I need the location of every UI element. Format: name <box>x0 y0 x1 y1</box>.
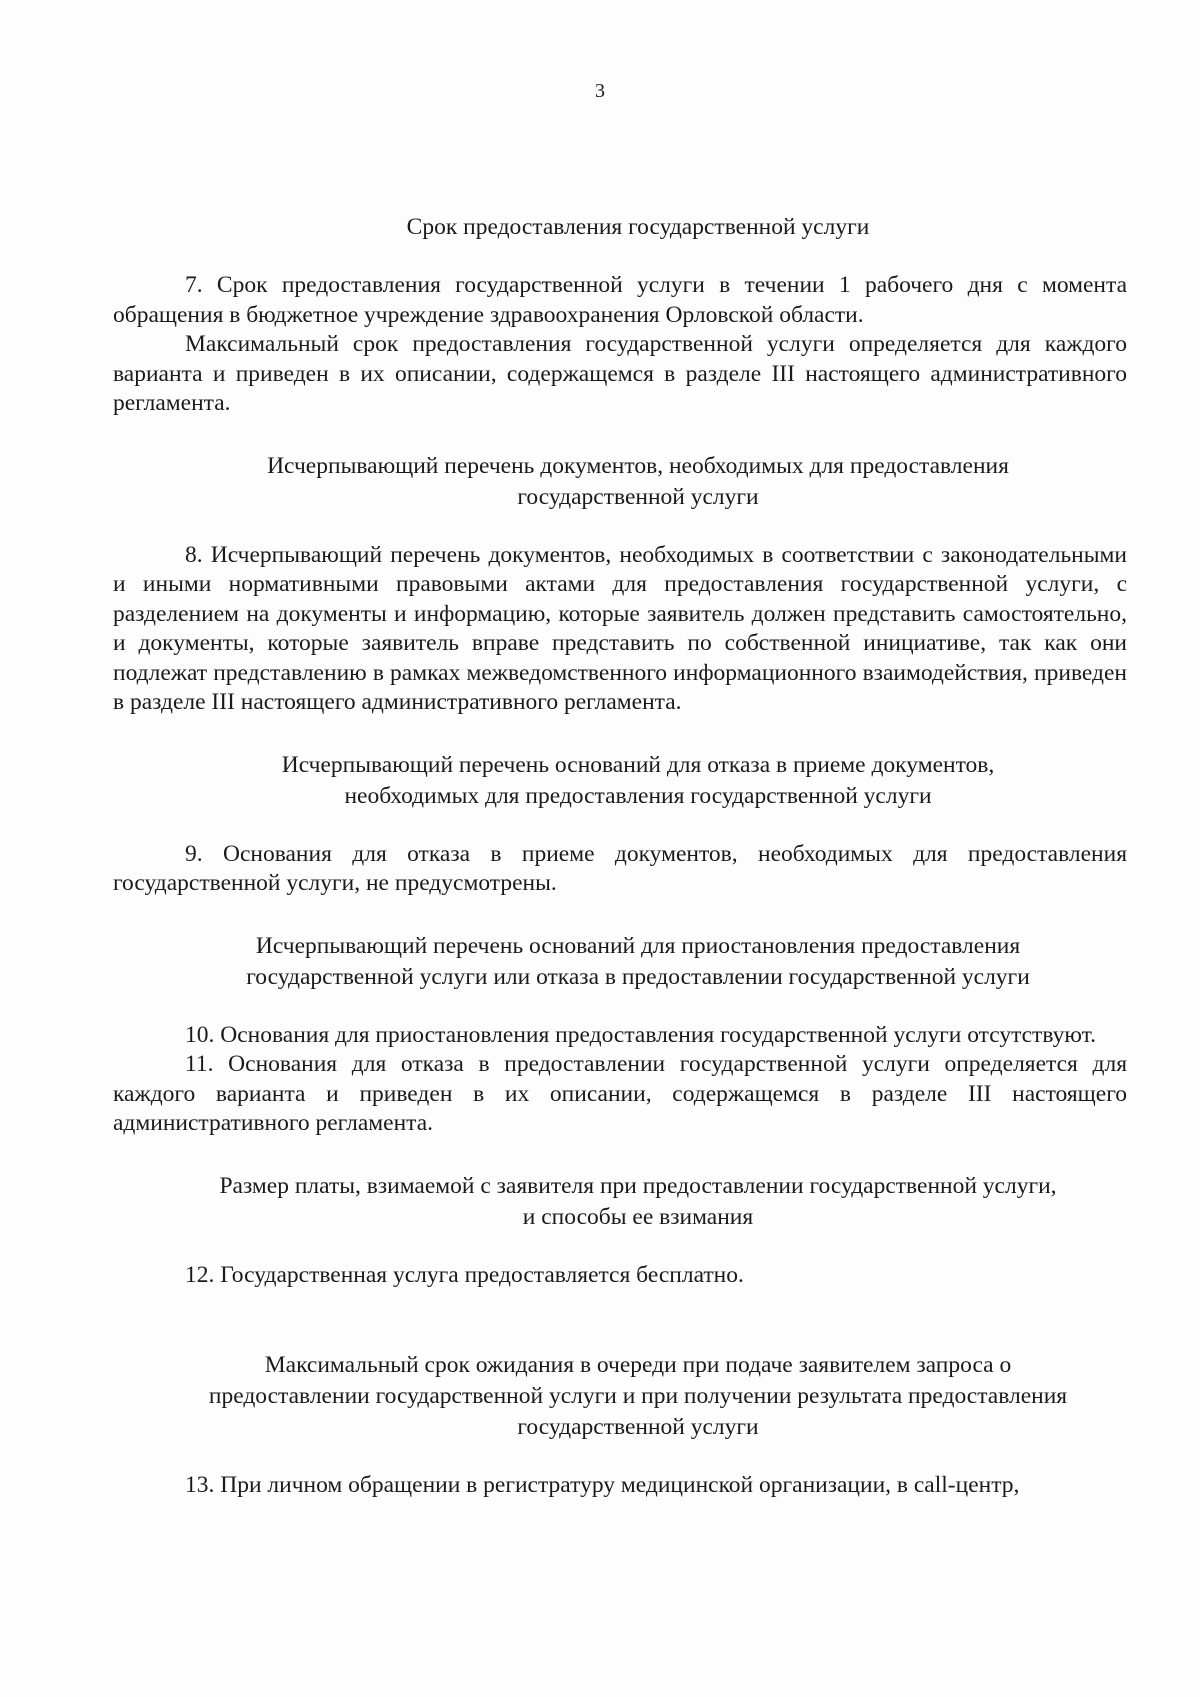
section-heading-queue-line1: Максимальный срок ожидания в очереди при подаче заявителем запроса о <box>264 1352 1012 1378</box>
paragraph-13: 13. При личном обращении в регистратуру медицинской организации, в call-центр, <box>185 1472 1020 1498</box>
section-heading-fee-line2: и способы ее взимания <box>522 1203 754 1230</box>
section-heading-suspension-line2: государственной услуги или отказа в предоставлении государственной услуги <box>246 963 1030 990</box>
paragraph-10: 10. Основания для приостановления предоставления государственной услуги отсутствуют. <box>185 1021 1096 1048</box>
section-heading-refusal-acceptance-line2: необходимых для предоставления государственной услуги <box>344 782 932 809</box>
section-heading-refusal-acceptance-line1: Исчерпывающий перечень оснований для отказа в приеме документов, <box>281 751 995 778</box>
paragraph-8: 8. Исчерпывающий перечень документов, необходимых в соответствии с законодательными и иными нормативными правовыми актами для предоставления государственной услуги, с разделением на документы и информацию, которые заявитель должен представить самостоятельно, и документы, которые заявитель вправе представить по собственной инициативе, так как они подлежат представлению в рамках межведомственного информационного взаимодействия, приведен в разделе III настоящего административного регламента. <box>113 541 1127 715</box>
document-body <box>113 212 1127 1501</box>
paragraph-9: 9. Основания для отказа в приеме документов, необходимых для предоставления государственной услуги, не предусмотрены. <box>113 840 1127 896</box>
paragraph-7: 7. Срок предоставления государственной услуги в течении 1 рабочего дня с момента обращения в бюджетное учреждение здравоохранения Орловской области. <box>113 272 1127 328</box>
paragraph-7-max-term: Максимальный срок предоставления государственной услуги определяется для каждого варианта и приведен в их описании, содержащемся в разделе III настоящего административного регламента. <box>113 331 1127 416</box>
paragraph-12: 12. Государственная услуга предоставляется бесплатно. <box>185 1261 744 1288</box>
paragraph-11: 11. Основания для отказа в предоставлении государственной услуги определяется для каждого варианта и приведен в их описании, содержащемся в разделе III настоящего административного регламента. <box>113 1051 1127 1136</box>
section-heading-documents-line2: государственной услуги <box>517 483 759 510</box>
section-heading-suspension-line1: Исчерпывающий перечень оснований для приостановления предоставления <box>255 932 1021 959</box>
page-number: 3 <box>595 80 605 102</box>
section-heading-documents-line1: Исчерпывающий перечень документов, необходимых для предоставления <box>267 452 1009 479</box>
section-heading-queue-line2: предоставлении государственной услуги и при получении результата предоставления <box>208 1383 1068 1409</box>
section-heading-queue-line3: государственной услуги <box>517 1414 759 1440</box>
section-heading-fee-line1: Размер платы, взимаемой с заявителя при предоставлении государственной услуги, <box>219 1172 1057 1199</box>
section-heading-service-term: Срок предоставления государственной услуги <box>406 214 870 240</box>
